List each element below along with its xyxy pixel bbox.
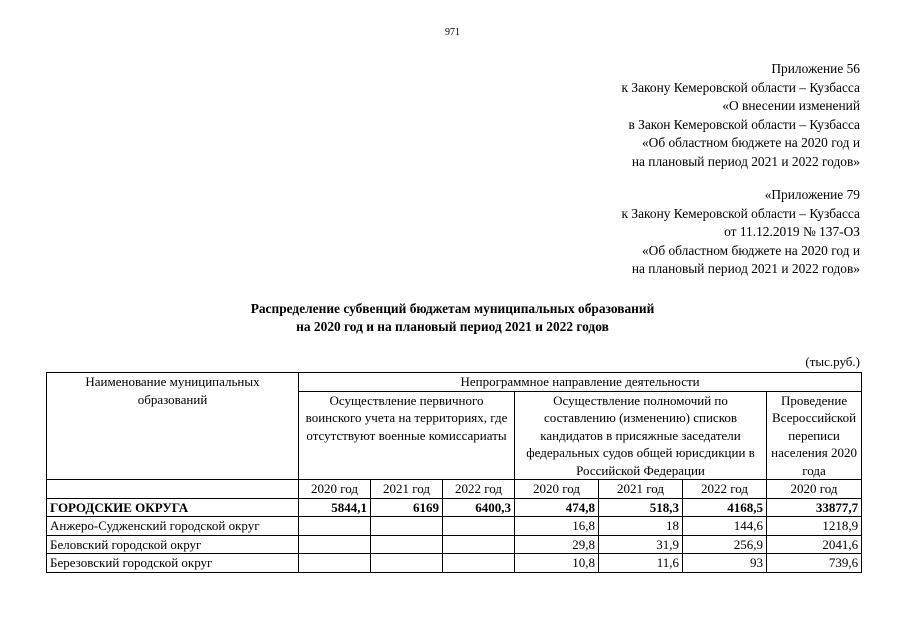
value-cell: [443, 554, 515, 573]
value-cell: 10,8: [515, 554, 599, 573]
year-cell: 2020 год: [767, 480, 862, 499]
value-cell: [299, 535, 371, 554]
appendix-56-block: [622, 60, 860, 172]
value-cell: 33877,7: [767, 498, 862, 517]
page-number: 971: [445, 27, 460, 38]
appendix-line: к Закону Кемеровской области – Кузбасса: [621, 79, 860, 95]
table-row: [47, 535, 862, 554]
value-cell: 2041,6: [767, 535, 862, 554]
value-cell: [371, 554, 443, 573]
year-cell: 2022 год: [683, 480, 767, 499]
subventions-table: [46, 372, 862, 573]
years-row-empty-cell: [47, 480, 299, 499]
sub-header-jurors: Осуществление полномочий по составлению (изменению) списков кандидатов в присяжные заседатели федеральных судов общей юрисдикции в Российской Федерации: [515, 391, 767, 480]
value-cell: 93: [683, 554, 767, 573]
value-cell: 256,9: [683, 535, 767, 554]
year-cell: 2022 год: [443, 480, 515, 499]
value-cell: 144,6: [683, 517, 767, 536]
value-cell: 6169: [371, 498, 443, 517]
years-row: [47, 480, 862, 499]
value-cell: 5844,1: [299, 498, 371, 517]
value-cell: [299, 554, 371, 573]
value-cell: 31,9: [599, 535, 683, 554]
appendix-line: «Приложение 79: [764, 187, 860, 202]
row-name: Беловский городской округ: [47, 535, 299, 554]
appendix-line: от 11.12.2019 № 137-ОЗ: [724, 224, 860, 240]
value-cell: 6400,3: [443, 498, 515, 517]
value-cell: 29,8: [515, 535, 599, 554]
year-cell: 2021 год: [599, 480, 683, 499]
table-row: [47, 554, 862, 573]
appendix-line: на плановый период 2021 и 2022 годов»: [631, 153, 860, 169]
group-header: Непрограммное направление деятельности: [299, 373, 862, 392]
appendix-79-block: [622, 186, 860, 279]
value-cell: 518,3: [599, 498, 683, 517]
value-cell: 11,6: [599, 554, 683, 573]
value-cell: [443, 535, 515, 554]
value-cell: [371, 535, 443, 554]
table-row: [47, 498, 862, 517]
row-name: Березовский городской округ: [47, 554, 299, 573]
document-title-line-1: Распределение субвенций бюджетам муниципальных образований: [250, 301, 655, 316]
value-cell: 18: [599, 517, 683, 536]
value-cell: 4168,5: [683, 498, 767, 517]
table-row: [47, 517, 862, 536]
value-cell: 1218,9: [767, 517, 862, 536]
appendix-line: «Об областном бюджете на 2020 год и: [641, 242, 860, 258]
year-cell: 2021 год: [371, 480, 443, 499]
value-cell: [371, 517, 443, 536]
appendix-line: в Закон Кемеровской области – Кузбасса: [628, 116, 860, 132]
value-cell: [299, 517, 371, 536]
document-title-line-2: на 2020 год и на плановый период 2021 и 2022 годов: [296, 319, 609, 334]
units-label: (тыс.руб.): [805, 354, 860, 369]
year-cell: 2020 год: [299, 480, 371, 499]
col-header-name: Наименование муниципальных образований: [47, 373, 299, 480]
value-cell: 739,6: [767, 554, 862, 573]
year-cell: 2020 год: [515, 480, 599, 499]
value-cell: 16,8: [515, 517, 599, 536]
header-row-1: [47, 373, 862, 392]
value-cell: 474,8: [515, 498, 599, 517]
sub-header-military: Осуществление первичного воинского учета на территориях, где отсутствуют военные комиссариаты: [299, 391, 515, 480]
sub-header-census: Проведение Всероссийской переписи населения 2020 года: [767, 391, 862, 480]
row-name: ГОРОДСКИЕ ОКРУГА: [47, 498, 299, 517]
appendix-line: «Об областном бюджете на 2020 год и: [641, 135, 860, 151]
row-name: Анжеро-Судженский городской округ: [47, 517, 299, 536]
appendix-line: Приложение 56: [771, 61, 860, 76]
appendix-line: к Закону Кемеровской области – Кузбасса: [621, 205, 860, 221]
appendix-line: на плановый период 2021 и 2022 годов»: [631, 261, 860, 277]
value-cell: [443, 517, 515, 536]
document-title: [0, 300, 905, 336]
appendix-line: «О внесении изменений: [722, 98, 860, 114]
